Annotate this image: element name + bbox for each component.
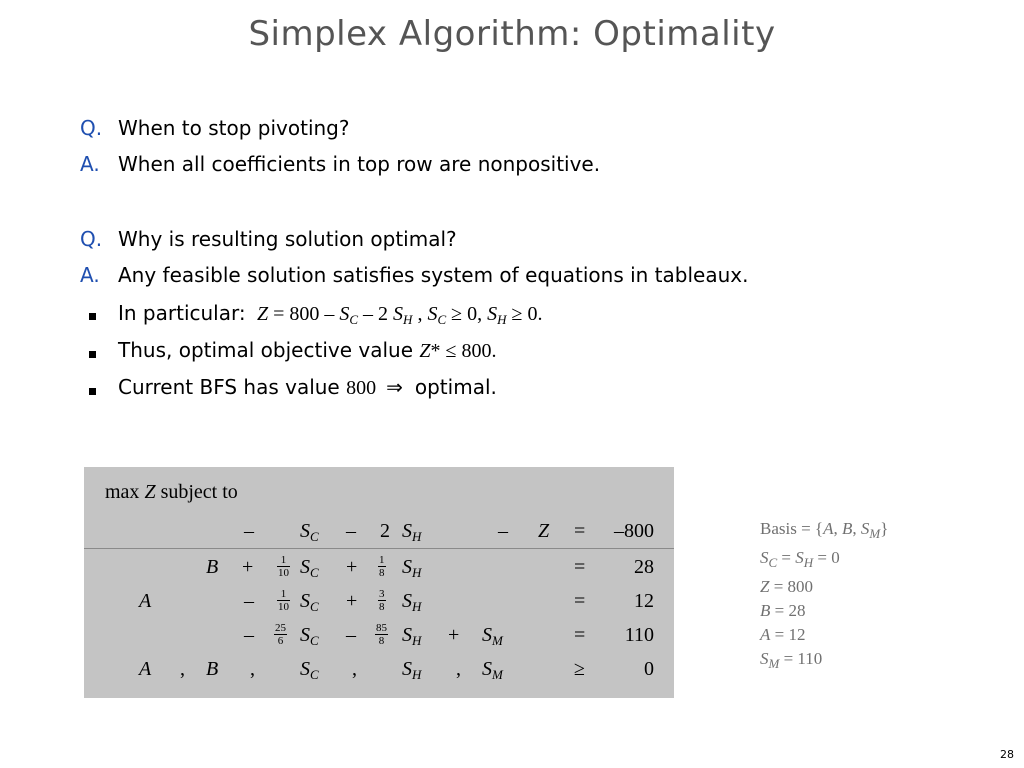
tableau-header: max Z subject to (105, 481, 238, 503)
bullet-optimal-value (118, 338, 496, 363)
bullet-marker (89, 388, 96, 395)
a-label: A. (80, 263, 100, 287)
a-text: When all coefficients in top row are nonpositive. (118, 152, 601, 176)
bullet-end-text: optimal. (414, 375, 497, 399)
inequality-formula: $Z = 800 - S_C - 2$ $S_H$ , $S_C \ge 0$, $S_H \ge 0$. (256, 303, 543, 327)
a-value-line: A = 12 (760, 625, 806, 644)
bullet-marker (89, 351, 96, 358)
question-2 (80, 227, 457, 251)
basis-line: Basis = {A, B, $S_M$} (760, 519, 889, 541)
z-value-line: Z = 800 (760, 577, 814, 596)
page-number: 28 (1000, 748, 1014, 761)
question-1 (80, 116, 349, 140)
tableau-divider (84, 548, 674, 549)
bullet-text: Current BFS has value (118, 375, 347, 399)
simplex-tableau: max Z subject to – $S_C$ – 2 $S_H$ – Z = –800 B + $\frac{1}{10}$ $S_C$ + $\frac{1}{8}$ $S_H$ = 28 A – $\frac{1}{10}$ $S_C$ + $\frac{3}{8}$ $S_H$ = 12 – $\frac{25}{6}$ $S_C$ – $\frac{85}{8}$ $S_H$ + $S_M$ = 110 A , B , $S_C$ , $S_H$ , $S_M$ ≥ 0 (84, 467, 674, 698)
b-value-line: B = 28 (760, 601, 806, 620)
bfs-value: 800 (346, 377, 377, 399)
nonbasic-line: $S_C = S_H = 0$ (760, 548, 840, 570)
answer-2 (80, 263, 748, 287)
bound-formula: Z* ≤ 800. (419, 340, 497, 362)
basis-summary (760, 517, 888, 676)
bullet-current-bfs (118, 375, 497, 400)
bullet-marker (89, 313, 96, 320)
a-label: A. (80, 152, 100, 176)
bullet-in-particular (118, 301, 542, 328)
sm-value-line: $S_M = 110$ (760, 649, 823, 671)
bullet-text: Thus, optimal objective value (118, 338, 420, 362)
answer-1 (80, 152, 600, 176)
q-text: When to stop pivoting? (118, 116, 350, 140)
q-label: Q. (80, 116, 103, 140)
implies-arrow: ⇒ (386, 377, 403, 399)
q-text: Why is resulting solution optimal? (118, 227, 457, 251)
q-label: Q. (80, 227, 103, 251)
slide-title: Simplex Algorithm: Optimality (248, 14, 776, 54)
a-text: Any feasible solution satisfies system of equations in tableaux. (118, 263, 749, 287)
bullet-text: In particular: (118, 301, 246, 325)
